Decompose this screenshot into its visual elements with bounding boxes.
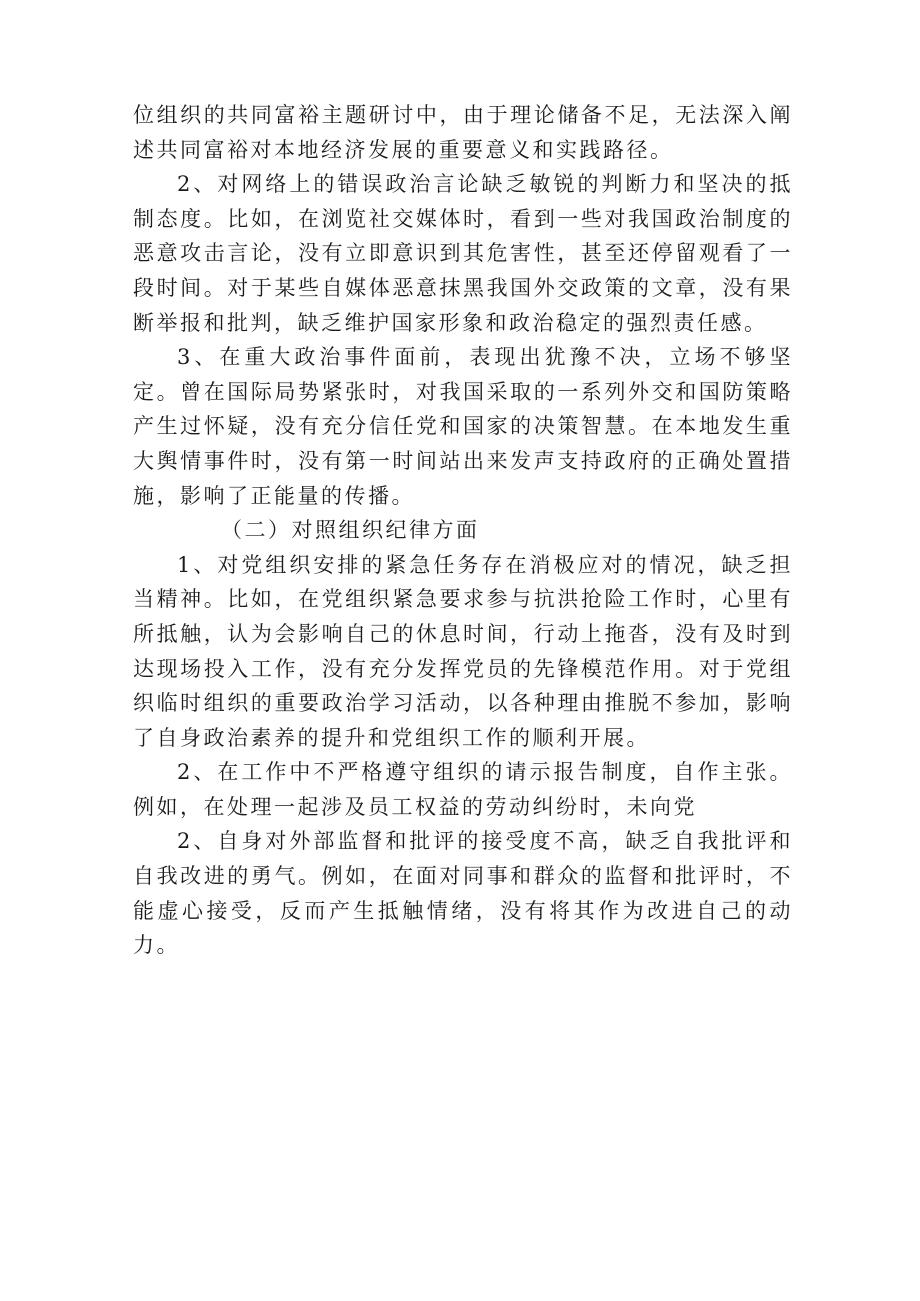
paragraph-item-1-urgent-tasks: 1、对党组织安排的紧急任务存在消极应对的情况，缺乏担当精神。比如，在党组织紧急要求参与抗洪抢险工作时，心里有所抵触，认为会影响自己的休息时间，行动上拖沓，没有及时到达现场投入工作，没有充分发挥党员的先锋模范作用。对于党组织临时组织的重要政治学习活动，以各种理由推脱不参加，影响了自身政治素养的提升和党组织工作的顺利开展。 xyxy=(133,552,793,750)
paragraph-item-2-supervision: 2、自身对外部监督和批评的接受度不高，缺乏自我批评和自我改进的勇气。例如，在面对同事和群众的监督和批评时，不能虚心接受，反而产生抵触情绪，没有将其作为改进自己的动力。 xyxy=(133,829,793,958)
paragraph-item-2-reporting: 2、在工作中不严格遵守组织的请示报告制度，自作主张。例如，在处理一起涉及员工权益的劳动纠纷时，未向党 xyxy=(133,760,793,819)
paragraph-item-2-online-speech: 2、对网络上的错误政治言论缺乏敏锐的判断力和坚决的抵制态度。比如，在浏览社交媒体时，看到一些对我国政治制度的恶意攻击言论，没有立即意识到其危害性，甚至还停留观看了一段时间。对于某些自媒体恶意抹黑我国外交政策的文章，没有果断举报和批判，缺乏维护国家形象和政治稳定的强烈责任感。 xyxy=(133,172,793,335)
document-body xyxy=(133,98,793,963)
paragraph-item-3-political-stance: 3、在重大政治事件面前，表现出犹豫不决，立场不够坚定。曾在国际局势紧张时，对我国采取的一系列外交和国防策略产生过怀疑，没有充分信任党和国家的决策智慧。在本地发生重大舆情事件时，没有第一时间站出来发声支持政府的正确处置措施，影响了正能量的传播。 xyxy=(133,345,793,508)
paragraph-continuation: 位组织的共同富裕主题研讨中，由于理论储备不足，无法深入阐述共同富裕对本地经济发展的重要意义和实践路径。 xyxy=(133,103,793,162)
section-heading: （二）对照组织纪律方面 xyxy=(221,518,480,543)
